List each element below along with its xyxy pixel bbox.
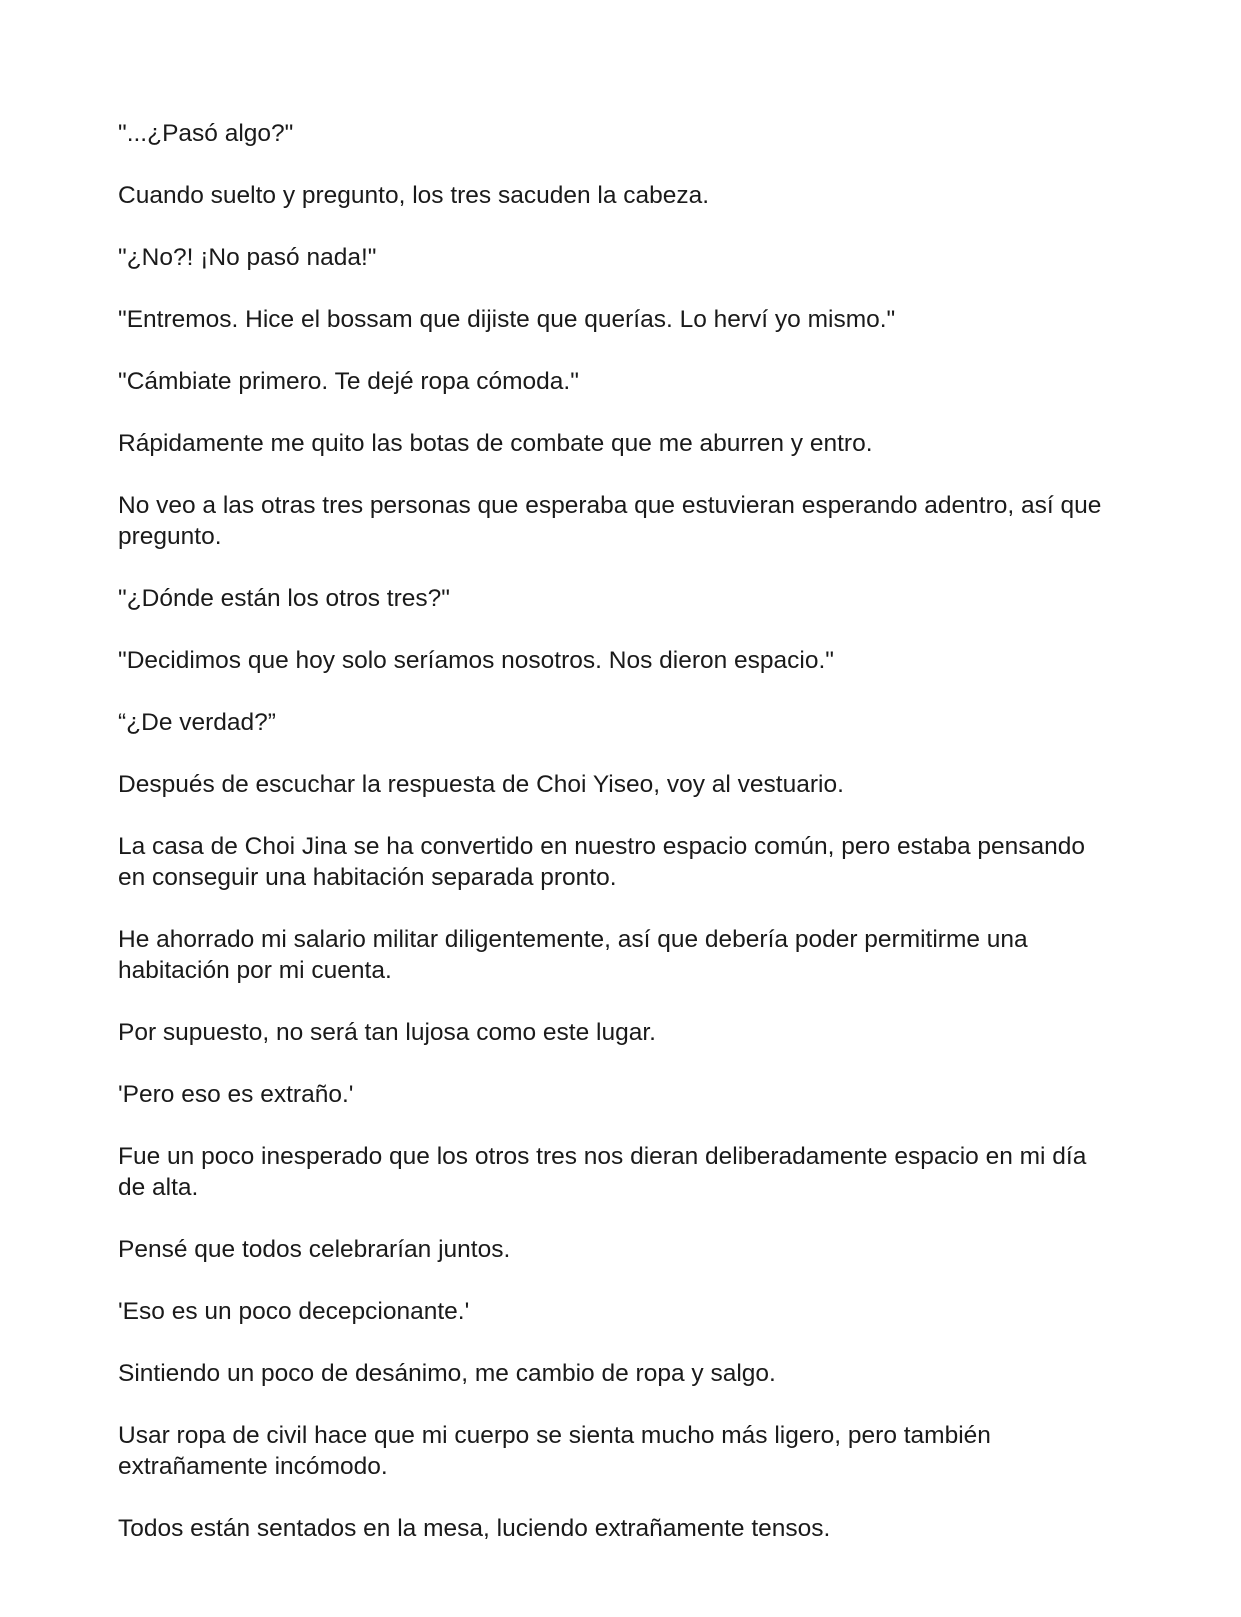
paragraph: "Entremos. Hice el bossam que dijiste que querías. Lo herví yo mismo." [118, 306, 896, 333]
paragraph: Pensé que todos celebrarían juntos. [118, 1236, 511, 1263]
paragraph: “¿De verdad?” [118, 709, 276, 736]
paragraph: "...¿Pasó algo?" [118, 120, 294, 147]
paragraph: Cuando suelto y pregunto, los tres sacuden la cabeza. [118, 182, 710, 209]
paragraph: "¿No?! ¡No pasó nada!" [118, 244, 377, 271]
paragraph: Después de escuchar la respuesta de Choi Yiseo, voy al vestuario. [118, 771, 844, 798]
paragraph: Rápidamente me quito las botas de combate que me aburren y entro. [118, 430, 873, 457]
paragraph: Usar ropa de civil hace que mi cuerpo se sienta mucho más ligero, pero también extrañamente incómodo. [118, 1422, 991, 1480]
paragraph: "Decidimos que hoy solo seríamos nosotros. Nos dieron espacio." [118, 647, 834, 674]
document-body [118, 118, 1118, 1575]
paragraph: No veo a las otras tres personas que esperaba que estuvieran esperando adentro, así que pregunto. [118, 492, 1102, 550]
paragraph: "Cámbiate primero. Te dejé ropa cómoda." [118, 368, 579, 395]
paragraph: 'Eso es un poco decepcionante.' [118, 1298, 470, 1325]
paragraph: He ahorrado mi salario militar diligentemente, así que debería poder permitirme una habitación por mi cuenta. [118, 926, 1028, 984]
paragraph: La casa de Choi Jina se ha convertido en nuestro espacio común, pero estaba pensando en conseguir una habitación separada pronto. [118, 833, 1086, 891]
paragraph: "¿Dónde están los otros tres?" [118, 585, 450, 612]
paragraph: Fue un poco inesperado que los otros tres nos dieran deliberadamente espacio en mi día de alta. [118, 1143, 1087, 1201]
paragraph: Sintiendo un poco de desánimo, me cambio de ropa y salgo. [118, 1360, 776, 1387]
paragraph: Todos están sentados en la mesa, luciendo extrañamente tensos. [118, 1515, 831, 1542]
paragraph: 'Pero eso es extraño.' [118, 1081, 354, 1108]
paragraph: Por supuesto, no será tan lujosa como este lugar. [118, 1019, 656, 1046]
